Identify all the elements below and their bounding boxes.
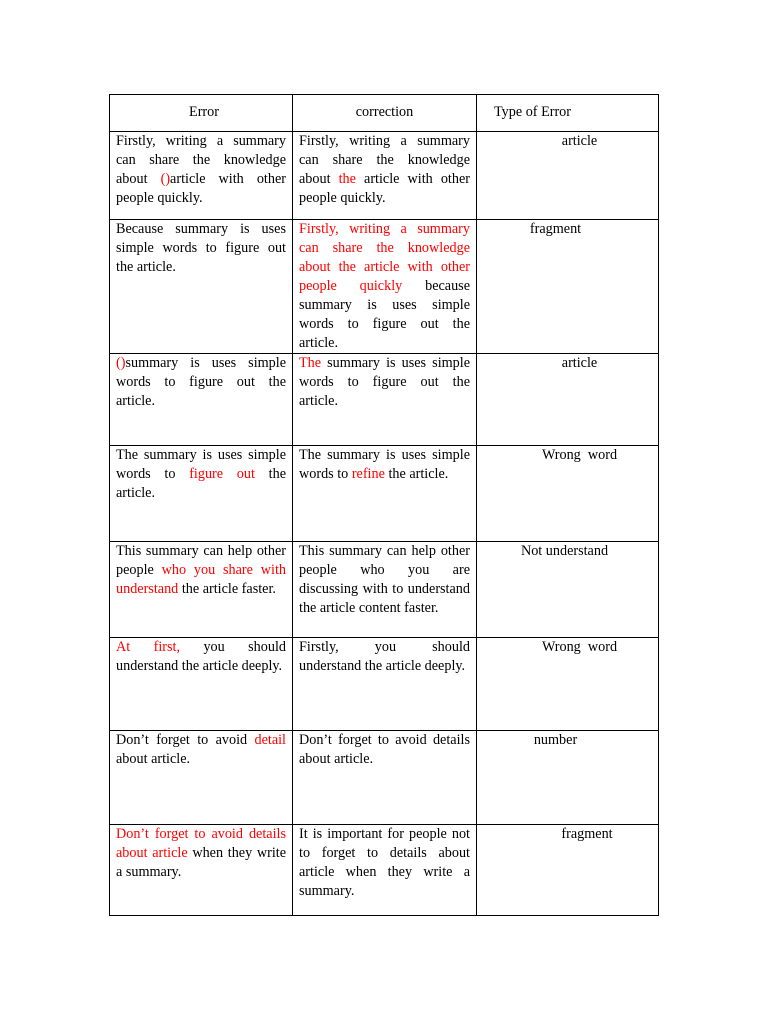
table-row — [110, 220, 659, 354]
error-type-label: number — [533, 732, 578, 748]
sentence-text: Firstly, writing a summary can share the knowledge about — [116, 133, 286, 187]
error-type-cell — [477, 220, 659, 354]
correction-cell — [293, 132, 477, 220]
highlighted-text: At first, — [116, 639, 181, 655]
sentence-text: It is important for people not to forget to details about article when they write a summary. — [299, 826, 470, 899]
error-type-cell — [477, 132, 659, 220]
error-type-label: Wrong word — [541, 639, 618, 655]
table-header-row — [110, 95, 659, 132]
error-cell — [110, 220, 293, 354]
table-row — [110, 731, 659, 825]
correction-cell — [293, 446, 477, 542]
sentence-text: Don’t forget to avoid — [116, 732, 255, 748]
error-cell — [110, 731, 293, 825]
highlighted-text: Don’t forget to avoid details about article — [116, 826, 286, 861]
error-type-label: fragment — [529, 221, 582, 237]
error-type-cell — [477, 542, 659, 638]
sentence-text: summary is uses simple words to figure out the article. — [116, 355, 286, 409]
highlighted-text: () — [116, 355, 126, 371]
highlighted-text: Firstly, writing a summary can share the knowledge about the article with other people quickly — [299, 221, 470, 294]
sentence-text: you should understand the article deeply. — [116, 639, 286, 674]
sentence-text: the article. — [384, 466, 449, 482]
header-error: Error — [110, 95, 293, 132]
sentence-text: about article. — [116, 751, 191, 767]
table-row — [110, 542, 659, 638]
highlighted-text: the — [338, 171, 356, 187]
table-row — [110, 446, 659, 542]
table-row — [110, 132, 659, 220]
sentence-text: article with other people quickly. — [116, 171, 286, 206]
error-correction-table — [109, 94, 659, 916]
error-type-label: article — [561, 133, 598, 149]
correction-cell — [293, 638, 477, 731]
sentence-text: This summary can help other people — [116, 543, 286, 578]
table-body — [110, 132, 659, 916]
error-type-label: Wrong word — [541, 447, 618, 463]
sentence-text: The summary is uses simple words to — [116, 447, 286, 482]
sentence-text: The summary is uses simple words to — [299, 447, 470, 482]
error-type-cell — [477, 731, 659, 825]
error-cell — [110, 638, 293, 731]
sentence-text: This summary can help other people who you are discussing with to understand the article content faster. — [299, 543, 470, 616]
correction-cell — [293, 731, 477, 825]
error-cell — [110, 446, 293, 542]
table-row — [110, 638, 659, 731]
header-correction: correction — [293, 95, 477, 132]
error-type-cell — [477, 638, 659, 731]
sentence-text: article with other people quickly. — [299, 171, 470, 206]
error-type-cell — [477, 446, 659, 542]
table-row — [110, 354, 659, 446]
sentence-text: the article faster. — [178, 581, 276, 597]
error-type-cell — [477, 354, 659, 446]
sentence-text: when they write a summary. — [116, 845, 287, 880]
highlighted-text: who you share with understand — [116, 562, 287, 597]
sentence-text: because summary is uses simple words to figure out the article. — [299, 278, 470, 351]
error-cell — [110, 354, 293, 446]
sentence-text: the article. — [116, 466, 287, 501]
sentence-text: Firstly, writing a summary can share the knowledge about — [299, 133, 470, 187]
correction-cell — [293, 220, 477, 354]
error-cell — [110, 542, 293, 638]
highlighted-text: refine — [351, 466, 385, 482]
error-cell — [110, 132, 293, 220]
error-type-label: fragment — [561, 826, 613, 842]
sentence-text: summary is uses simple words to figure out the article. — [299, 355, 470, 409]
sentence-text: Firstly, you should understand the article deeply. — [299, 639, 470, 674]
highlighted-text: detail — [254, 732, 286, 748]
table-row — [110, 825, 659, 916]
highlighted-text: figure out — [189, 466, 255, 482]
highlighted-text: () — [160, 171, 171, 187]
highlighted-text: The — [299, 355, 322, 371]
error-type-label: article — [561, 355, 598, 371]
error-cell — [110, 825, 293, 916]
sentence-text: Because summary is uses simple words to figure out the article. — [116, 221, 286, 275]
correction-cell — [293, 354, 477, 446]
correction-cell — [293, 825, 477, 916]
correction-cell — [293, 542, 477, 638]
error-type-cell — [477, 825, 659, 916]
header-type-of-error: Type of Error — [477, 95, 659, 132]
error-type-label: Not understand — [520, 543, 609, 559]
sentence-text: Don’t forget to avoid details about article. — [299, 732, 470, 767]
